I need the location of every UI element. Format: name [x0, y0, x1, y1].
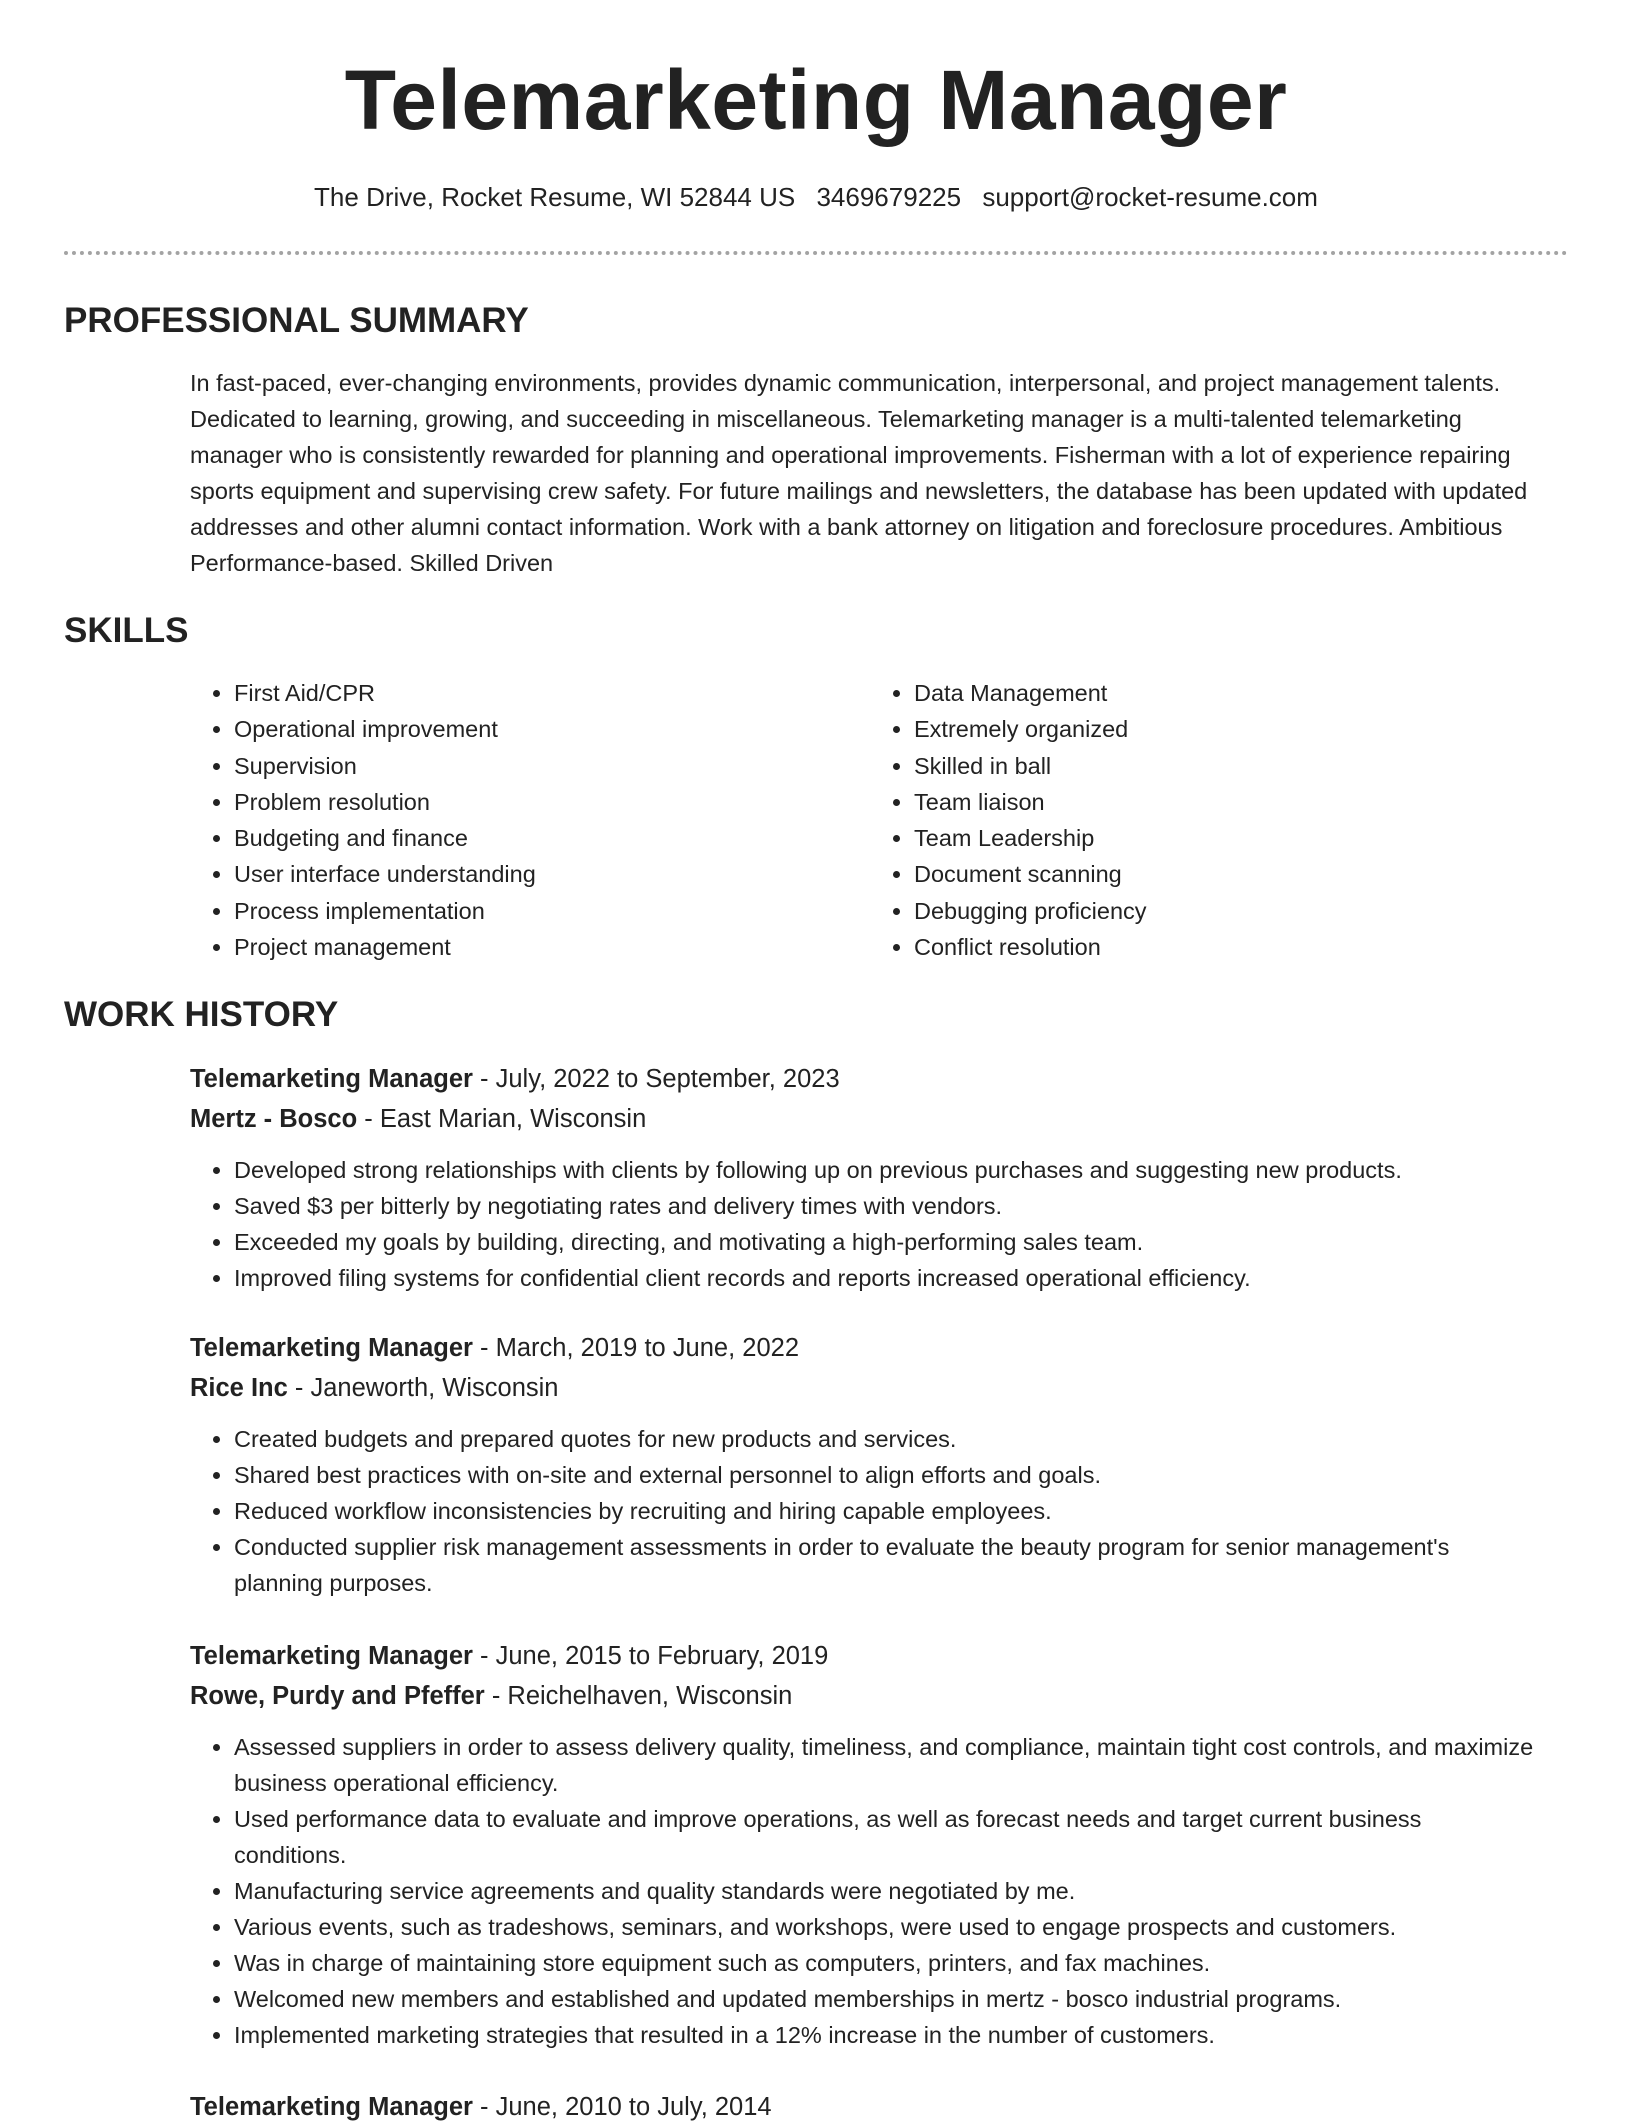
skills-list — [190, 675, 1550, 965]
job-bullet: • Created budgets and prepared quotes for new products and services. — [234, 1421, 1540, 1457]
skill-item: • Process implementation — [234, 893, 870, 929]
job-title: Telemarketing Manager — [190, 1334, 473, 1362]
job-bullet: • Welcomed new members and established and updated memberships in mertz - bosco industrial programs. — [234, 1981, 1540, 2017]
skill-item: • First Aid/CPR — [234, 675, 870, 711]
job-bullet: • Assessed suppliers in order to assess delivery quality, timeliness, and compliance, maintain tight cost controls, and maximize business operational efficiency. — [234, 1729, 1540, 1801]
skill-item: • Team Leadership — [914, 820, 1550, 856]
job-bullet: • Various events, such as tradeshows, seminars, and workshops, were used to engage prospects and customers. — [234, 1909, 1540, 1945]
job-separator: - — [357, 1105, 380, 1133]
skill-item: • Team liaison — [914, 784, 1550, 820]
job-entry — [190, 1636, 1540, 2053]
job-company-line — [190, 1099, 1540, 1139]
job-bullets — [190, 1729, 1540, 2053]
job-company-line — [190, 1368, 1540, 1408]
job-bullet: • Exceeded my goals by building, directing, and motivating a high-performing sales team. — [234, 1224, 1540, 1260]
job-separator: - — [472, 1065, 496, 1093]
skill-item: • Operational improvement — [234, 711, 870, 747]
job-bullet: • Reduced workflow inconsistencies by recruiting and hiring capable employees. — [234, 1493, 1540, 1529]
contact-email: support@rocket-resume.com — [982, 182, 1318, 212]
job-title-line — [190, 1059, 1540, 1099]
job-bullet: • Implemented marketing strategies that resulted in a 12% increase in the number of customers. — [234, 2017, 1540, 2053]
skill-item: • Budgeting and finance — [234, 820, 870, 856]
header-divider — [64, 251, 1568, 255]
job-title: Telemarketing Manager — [190, 1065, 473, 1093]
job-bullet: • Used performance data to evaluate and improve operations, as well as forecast needs and target current business conditions. — [234, 1801, 1540, 1873]
contact-line — [0, 181, 1632, 215]
skill-item: • Problem resolution — [234, 784, 870, 820]
job-location: Reichelhaven, Wisconsin — [507, 1682, 793, 1710]
job-separator: - — [472, 1334, 496, 1362]
work-history-heading: WORK HISTORY — [64, 995, 339, 1034]
job-dates: June, 2010 to July, 2014 — [495, 2093, 772, 2121]
job-bullet: • Saved $3 per bitterly by negotiating rates and delivery times with vendors. — [234, 1188, 1540, 1224]
skill-item: • Skilled in ball — [914, 748, 1550, 784]
skill-item: • Document scanning — [914, 856, 1550, 892]
skill-item: • Data Management — [914, 675, 1550, 711]
skill-item: • Extremely organized — [914, 711, 1550, 747]
contact-phone: 3469679225 — [816, 182, 962, 212]
job-bullet: • Shared best practices with on-site and external personnel to align efforts and goals. — [234, 1457, 1540, 1493]
skill-item: • Debugging proficiency — [914, 893, 1550, 929]
skill-item: • Conflict resolution — [914, 929, 1550, 965]
job-title-line — [190, 2087, 1540, 2127]
job-separator: - — [472, 2093, 496, 2121]
skill-item: • User interface understanding — [234, 856, 870, 892]
skills-column-right — [870, 675, 1550, 965]
job-bullet: • Improved filing systems for confidential client records and reports increased operational efficiency. — [234, 1260, 1540, 1296]
job-entry — [190, 2087, 1540, 2127]
job-entry — [190, 1328, 1540, 1601]
candidate-name: Telemarketing Manager — [344, 53, 1288, 147]
job-separator: - — [287, 1374, 311, 1402]
job-separator: - — [472, 1642, 496, 1670]
job-company: Rowe, Purdy and Pfeffer — [190, 1682, 485, 1710]
job-company-line — [190, 1676, 1540, 1716]
job-bullets — [190, 1152, 1540, 1296]
skills-column-left — [190, 675, 870, 965]
job-company: Mertz - Bosco — [190, 1105, 358, 1133]
skill-item: • Supervision — [234, 748, 870, 784]
job-location: East Marian, Wisconsin — [379, 1105, 647, 1133]
summary-text: In fast-paced, ever-changing environments, provides dynamic communication, interpersonal, and project management talents. Dedicated to learning, growing, and succeeding in miscellaneous. Telemarketing manager is a multi-talented telemarketing manager who is consistently rewarded for planning and operational improvements. Fisherman with a lot of experience repairing sports equipment and supervising crew safety. For future mailings and newsletters, the database has been updated with updated addresses and other alumni contact information. Work with a bank attorney on litigation and foreclosure procedures. Ambitious Performance-based. Skilled Driven — [190, 370, 1528, 576]
job-title: Telemarketing Manager — [190, 2093, 473, 2121]
job-dates: June, 2015 to February, 2019 — [495, 1642, 829, 1670]
job-bullet: • Manufacturing service agreements and quality standards were negotiated by me. — [234, 1873, 1540, 1909]
contact-address: The Drive, Rocket Resume, WI 52844 US — [314, 182, 796, 212]
job-location: Janeworth, Wisconsin — [310, 1374, 559, 1402]
job-dates: July, 2022 to September, 2023 — [495, 1065, 840, 1093]
job-bullet: • Developed strong relationships with clients by following up on previous purchases and suggesting new products. — [234, 1152, 1540, 1188]
summary-heading: PROFESSIONAL SUMMARY — [64, 301, 529, 340]
job-bullets — [190, 1421, 1540, 1601]
skill-item: • Project management — [234, 929, 870, 965]
job-title: Telemarketing Manager — [190, 1642, 473, 1670]
job-title-line — [190, 1636, 1540, 1676]
job-separator: - — [484, 1682, 508, 1710]
job-title-line — [190, 1328, 1540, 1368]
job-dates: March, 2019 to June, 2022 — [495, 1334, 799, 1362]
job-bullet: • Conducted supplier risk management assessments in order to evaluate the beauty program for senior management's planning purposes. — [234, 1529, 1540, 1601]
job-bullet: • Was in charge of maintaining store equipment such as computers, printers, and fax machines. — [234, 1945, 1540, 1981]
job-entry — [190, 1059, 1540, 1296]
job-company: Rice Inc — [190, 1374, 288, 1402]
skills-heading: SKILLS — [64, 611, 189, 650]
